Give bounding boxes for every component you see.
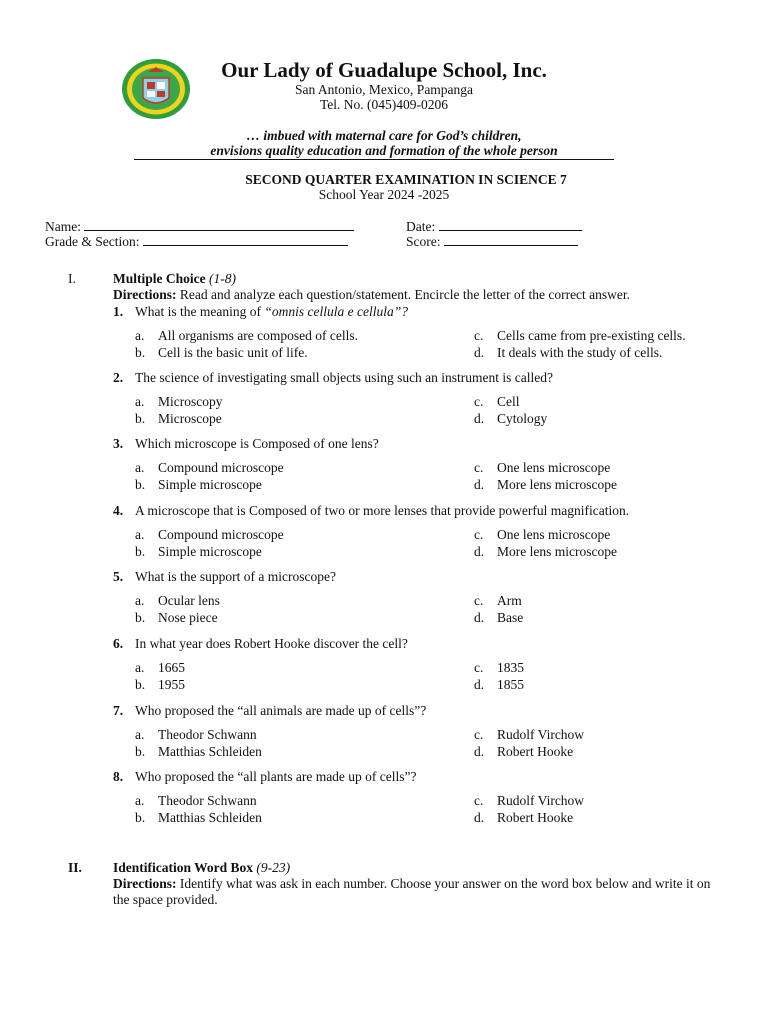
motto-line-1: … imbued with maternal care for God’s children, [246,128,522,143]
option-letter: d. [474,743,485,759]
school-name [0,58,768,83]
option-text: Rudolf Virchow [497,793,585,808]
question-text: Who proposed the “all animals are made up of cells”? [135,703,427,718]
option-text: Cells came from pre-existing cells. [497,328,686,343]
option-a[interactable] [135,593,220,609]
option-d[interactable] [474,345,662,361]
option-c[interactable] [474,328,686,344]
option-letter: b. [135,743,146,759]
option-letter: d. [474,676,485,692]
option-text: Simple microscope [158,543,262,559]
option-text: Ocular lens [158,593,220,608]
option-b[interactable] [135,345,308,361]
question-2 [113,370,553,386]
option-letter: b. [135,609,146,625]
section-2-number: II. [68,860,82,875]
option-a[interactable] [135,394,223,410]
score-line[interactable] [444,233,578,246]
option-letter: a. [135,793,145,808]
school-year [0,187,768,203]
grade-section-line[interactable] [143,233,348,246]
option-c[interactable] [474,593,522,609]
question-text-italic: “omnis cellula e cellula”? [264,304,408,319]
option-text: 1835 [497,660,524,675]
question-4 [113,503,629,519]
option-text: Compound microscope [158,460,284,475]
question-1 [113,304,408,320]
question-number: 8. [113,769,124,784]
option-letter: c. [474,660,484,675]
option-letter: a. [135,527,145,542]
option-text: Microscope [158,410,222,426]
exam-title [0,172,768,188]
school-tel-text: Tel. No. (045)409-0206 [319,97,449,112]
option-text: More lens microscope [497,476,617,492]
question-7 [113,703,426,719]
option-letter: d. [474,543,485,559]
question-number: 2. [113,370,124,385]
question-text: A microscope that is Composed of two or more lenses that provide powerful magnification. [135,503,630,518]
option-a[interactable] [135,328,358,344]
option-b[interactable] [135,477,262,493]
question-text: What is the support of a microscope? [135,569,336,584]
option-d[interactable] [474,744,573,760]
option-letter: d. [474,344,485,360]
option-b[interactable] [135,610,218,626]
option-text: 1855 [497,676,524,692]
question-number: 7. [113,703,124,718]
option-letter: d. [474,609,485,625]
option-d[interactable] [474,477,617,493]
header-divider [134,159,614,160]
section-2-directions-label: Directions: [113,876,177,891]
option-a[interactable] [135,460,284,476]
section-1-range: (1-8) [209,271,236,286]
option-letter: a. [135,460,145,475]
option-text: Cell is the basic unit of life. [158,344,308,360]
school-address-text: San Antonio, Mexico, Pampanga [294,82,474,97]
option-letter: c. [474,527,484,542]
option-text: Simple microscope [158,476,262,492]
option-letter: b. [135,809,146,825]
option-text: More lens microscope [497,543,617,559]
exam-title-text: SECOND QUARTER EXAMINATION IN SCIENCE 7 [245,172,567,187]
option-d[interactable] [474,810,573,826]
option-letter: c. [474,727,484,742]
section-2-directions-text: Identify what was ask in each number. Choose your answer on the word box below and write it on the space provided. [113,876,711,907]
question-number: 4. [113,503,124,518]
option-d[interactable] [474,677,524,693]
option-letter: a. [135,727,145,742]
school-name-text: Our Lady of Guadalupe School, Inc. [221,58,547,82]
question-6 [113,636,408,652]
question-number: 6. [113,636,124,651]
option-text: It deals with the study of cells. [497,344,663,360]
option-text: Robert Hooke [497,809,574,825]
option-d[interactable] [474,610,523,626]
section-2-title-text: Identification Word Box [113,860,254,875]
section-2-title [113,860,290,876]
grade-section-field[interactable] [45,233,348,250]
option-text: Arm [497,593,522,608]
question-3 [113,436,379,452]
section-2-range: (9-23) [256,860,291,875]
option-letter: b. [135,344,146,360]
question-number: 1. [113,304,124,319]
option-d[interactable] [474,544,617,560]
option-a[interactable] [135,727,257,743]
option-c[interactable] [474,394,520,410]
option-d[interactable] [474,411,547,427]
option-text: 1665 [158,660,185,675]
option-letter: c. [474,593,484,608]
section-1-directions-label: Directions: [113,287,177,302]
option-text: Matthias Schleiden [158,743,262,759]
question-text: In what year does Robert Hooke discover the cell? [135,636,408,651]
option-letter: d. [474,809,485,825]
question-5 [113,569,336,585]
option-text: One lens microscope [497,527,611,542]
option-text: 1955 [158,676,185,692]
option-letter: a. [135,394,145,409]
option-text: Theodor Schwann [158,727,257,742]
question-number: 3. [113,436,124,451]
date-line[interactable] [439,218,582,231]
option-text: Theodor Schwann [158,793,257,808]
option-letter: c. [474,328,484,343]
school-address [0,82,768,98]
option-c[interactable] [474,460,610,476]
option-letter: c. [474,793,484,808]
motto-line-2: envisions quality education and formation of the whole person [210,143,558,158]
option-c[interactable] [474,793,584,809]
option-letter: d. [474,476,485,492]
option-letter: d. [474,410,485,426]
option-text: Rudolf Virchow [497,727,585,742]
option-text: Microscopy [158,394,223,409]
date-label: Date: [406,219,436,234]
question-8 [113,769,417,785]
score-field[interactable] [406,233,578,250]
option-text: Nose piece [158,609,218,625]
option-text: Compound microscope [158,527,284,542]
option-letter: b. [135,543,146,559]
option-c[interactable] [474,660,524,676]
question-text: Who proposed the “all plants are made up of cells”? [135,769,417,784]
question-text: The science of investigating small objects using such an instrument is called? [135,370,554,385]
option-b[interactable] [135,744,262,760]
option-letter: c. [474,460,484,475]
section-1-title-text: Multiple Choice [113,271,206,286]
score-label: Score: [406,234,441,249]
name-line[interactable] [84,218,354,231]
option-c[interactable] [474,727,584,743]
option-text: Base [497,609,524,625]
option-text: Robert Hooke [497,743,574,759]
question-text: Which microscope is Composed of one lens? [135,436,379,451]
option-b[interactable] [135,677,185,693]
option-letter: c. [474,394,484,409]
grade-section-label: Grade & Section: [45,234,140,249]
school-year-text: School Year 2024 -2025 [318,187,450,202]
name-label: Name: [45,219,81,234]
section-1-directions-text: Read and analyze each question/statement. Encircle the letter of the correct answer. [176,287,631,302]
option-a[interactable] [135,660,185,676]
option-a[interactable] [135,793,257,809]
option-text: Cytology [497,410,548,426]
option-letter: a. [135,593,145,608]
option-letter: b. [135,410,146,426]
section-1-number: I. [68,271,76,286]
option-a[interactable] [135,527,284,543]
option-letter: a. [135,328,145,343]
option-text: One lens microscope [497,460,611,475]
option-c[interactable] [474,527,610,543]
question-text: What is the meaning of [135,304,265,319]
option-b[interactable] [135,544,262,560]
option-text: Cell [497,394,520,409]
option-b[interactable] [135,411,222,427]
question-number: 5. [113,569,124,584]
option-letter: b. [135,676,146,692]
section-1-title [113,271,236,287]
option-text: Matthias Schleiden [158,809,262,825]
school-tel [0,97,768,113]
option-letter: a. [135,660,145,675]
option-letter: b. [135,476,146,492]
option-text: All organisms are composed of cells. [158,328,358,343]
section-2-directions [113,876,723,908]
option-b[interactable] [135,810,262,826]
section-1-directions [113,287,723,303]
